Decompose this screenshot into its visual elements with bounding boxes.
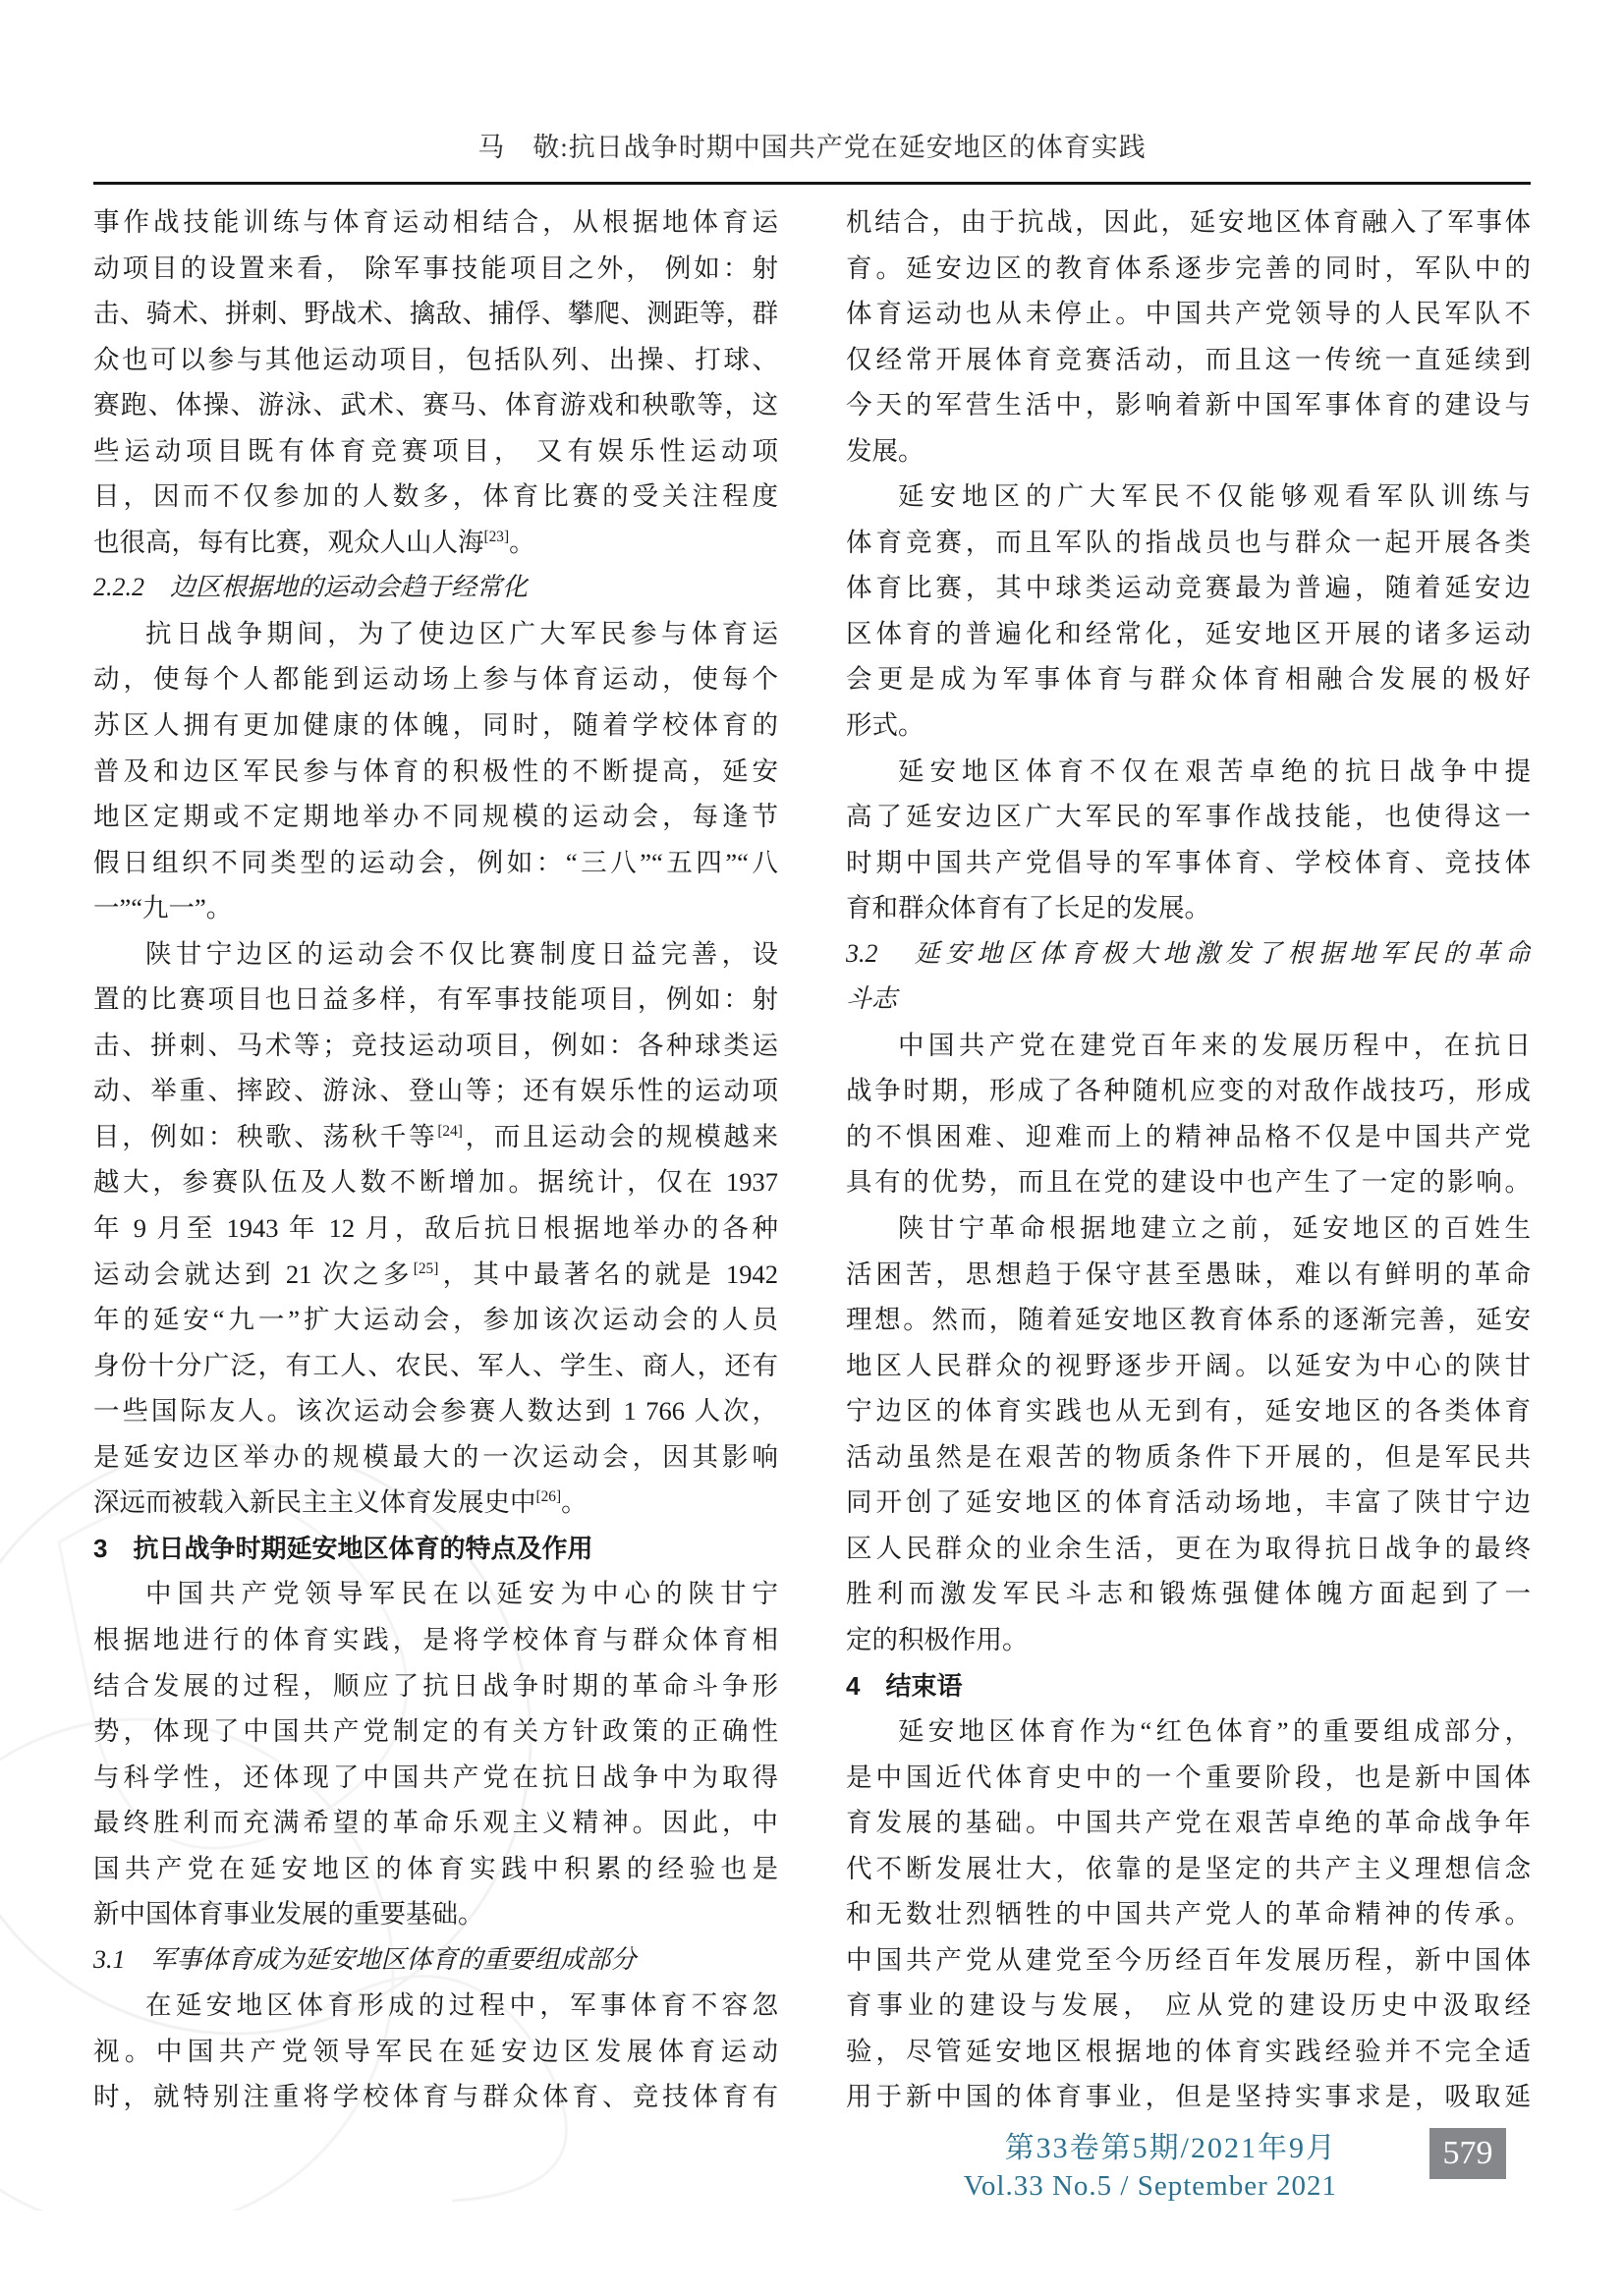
body-text-line: 区体育的普遍化和经常化，延安地区开展的诸多运动	[846, 618, 1531, 648]
reference-marker: [26]	[535, 1488, 562, 1506]
body-text-line: 机结合，由于抗战，因此，延安地区体育融入了军事体	[846, 207, 1531, 237]
body-text-line: 动、举重、摔跤、游泳、登山等；还有娱乐性的运动项	[93, 1076, 778, 1106]
body-text-line: 活动虽然是在艰苦的物质条件下开展的，但是军民共	[846, 1441, 1531, 1472]
body-text-line: 视。中国共产党领导军民在延安边区发展体育运动	[93, 2036, 778, 2066]
body-text-line: 击、拼刺、马术等；竞技运动项目，例如：各种球类运	[93, 1030, 778, 1060]
body-text-line: 育事业的建设与发展， 应从党的建设历史中汲取经	[846, 1990, 1531, 2021]
body-text-line: 延安地区体育作为“红色体育”的重要组成部分，	[898, 1716, 1531, 1747]
body-text-line: 置的比赛项目也日益多样，有军事技能项目，例如：射	[93, 984, 778, 1015]
header-divider	[93, 182, 1531, 185]
column-right	[846, 199, 1531, 2120]
body-text-line: 仅经常开展体育竞赛活动，而且这一传统一直延续到	[846, 344, 1531, 374]
body-text-line: 延安地区体育不仅在艰苦卓绝的抗日战争中提	[898, 756, 1531, 786]
body-text-line: 在延安地区体育形成的过程中，军事体育不容忽	[145, 1990, 778, 2021]
body-text-line: 和无数壮烈牺牲的中国共产党人的革命精神的传承。	[846, 1899, 1531, 1930]
body-text-line: 越大，参赛队伍及人数不断增加。据统计，仅在 1937	[93, 1167, 778, 1198]
body-text-line: 地区定期或不定期地举办不同规模的运动会，每逢节	[93, 802, 778, 832]
body-text-line: 育。延安边区的教育体系逐步完善的同时，军队中的	[846, 252, 1531, 283]
body-text-line: 今天的军营生活中，影响着新中国军事体育的建设与	[846, 390, 1531, 420]
reference-marker: [24]	[437, 1123, 463, 1141]
reference-marker: [25]	[413, 1259, 439, 1277]
body-text-line: 些运动项目既有体育竞赛项目， 又有娱乐性运动项	[93, 435, 778, 466]
section-heading-line: 4 结束语	[846, 1670, 963, 1701]
body-text-line: 动项目的设置来看， 除军事技能项目之外， 例如：射	[93, 252, 778, 283]
subsection-heading-line: 2.2.2 边区根据地的运动会趋于经常化	[93, 573, 529, 602]
body-text-line: 的不惧困难、迎难而上的精神品格不仅是中国共产党	[846, 1121, 1531, 1151]
body-text-line: 时，就特别注重将学校体育与群众体育、竞技体育有	[93, 2082, 778, 2112]
body-text-line: 根据地进行的体育实践，是将学校体育与群众体育相	[93, 1624, 778, 1654]
body-text-line: 中国共产党从建党至今历经百年发展历程，新中国体	[846, 1944, 1531, 1975]
body-text-line: 击、骑术、拼刺、野战术、擒敌、捕俘、攀爬、测距等，群	[93, 299, 778, 329]
body-text-line: 中国共产党在建党百年来的发展历程中，在抗日	[898, 1030, 1531, 1060]
body-text-line: 事作战技能训练与体育运动相结合，从根据地体育运	[93, 207, 778, 237]
body-text-line: 体育比赛，其中球类运动竞赛最为普遍，随着延安边	[846, 573, 1531, 603]
reference-marker: [23]	[483, 529, 510, 545]
body-text-line: 定的积极作用。	[846, 1624, 1029, 1654]
footer-issue-chinese: 第33卷第5期/2021年9月	[1004, 2132, 1337, 2164]
body-text-line: 陕甘宁革命根据地建立之前，延安地区的百姓生	[898, 1213, 1531, 1244]
body-text-line: 运动会就达到 21 次之多[25]，其中最著名的就是 1942	[93, 1259, 778, 1289]
body-text-line: 区人民群众的业余生活，更在为取得抗日战争的最终	[846, 1533, 1531, 1563]
running-head-title: 马 敬:抗日战争时期中国共产党在延安地区的体育实践	[477, 133, 1147, 162]
body-text-line: 宁边区的体育实践也从无到有，延安地区的各类体育	[846, 1396, 1531, 1427]
body-text-line: 发展。	[846, 435, 924, 466]
body-text-line: 胜利而激发军民斗志和锻炼强健体魄方面起到了一	[846, 1579, 1531, 1609]
body-text-line: 势，体现了中国共产党制定的有关方针政策的正确性	[93, 1716, 778, 1747]
column-left	[93, 199, 778, 2120]
body-text-line: 代不断发展壮大，依靠的是坚定的共产主义理想信念	[846, 1853, 1531, 1883]
body-text-line: 目，因而不仅参加的人数多，体育比赛的受关注程度	[93, 481, 778, 512]
body-text-line: 年的延安“九一”扩大运动会，参加该次运动会的人员	[93, 1305, 778, 1335]
body-text-line: 一些国际友人。该次运动会参赛人数达到 1 766 人次，	[93, 1396, 778, 1427]
body-text-line: 具有的优势，而且在党的建设中也产生了一定的影响。	[846, 1167, 1531, 1198]
body-text-line: 高了延安边区广大军民的军事作战技能，也使得这一	[846, 802, 1531, 832]
body-text-line: 战争时期，形成了各种随机应变的对敌作战技巧，形成	[846, 1076, 1531, 1106]
page-number-badge: 579	[1429, 2128, 1506, 2179]
body-text-line: 理想。然而，随着延安地区教育体系的逐渐完善，延安	[846, 1305, 1531, 1335]
body-text-line: 目，例如：秧歌、荡秋千等[24]，而且运动会的规模越来	[93, 1121, 778, 1151]
body-text-line: 是延安边区举办的规模最大的一次运动会，因其影响	[93, 1441, 778, 1472]
body-text-line: 苏区人拥有更加健康的体魄，同时，随着学校体育的	[93, 710, 778, 741]
section-heading-line: 3 抗日战争时期延安地区体育的特点及作用	[93, 1533, 593, 1563]
body-text-line: 验，尽管延安地区根据地的体育实践经验并不完全适	[846, 2036, 1531, 2066]
body-text-line: 深远而被载入新民主主义体育发展史中[26]。	[93, 1487, 588, 1518]
body-text-line: 会更是成为军事体育与群众体育相融合发展的极好	[846, 664, 1531, 695]
body-text-line: 国共产党在延安地区的体育实践中积累的经验也是	[93, 1853, 778, 1883]
body-text-line: 体育运动也从未停止。中国共产党领导的人民军队不	[846, 299, 1531, 329]
body-text-line: 与科学性，还体现了中国共产党在抗日战争中为取得	[93, 1762, 778, 1792]
body-text-line: 身份十分广泛，有工人、农民、军人、学生、商人，还有	[93, 1350, 778, 1380]
body-text-line: 活困苦，思想趋于保守甚至愚昧，难以有鲜明的革命	[846, 1259, 1531, 1289]
body-text-line: 新中国体育事业发展的重要基础。	[93, 1899, 484, 1930]
body-text-line: 假日组织不同类型的运动会，例如：“三八”“五四”“八	[93, 847, 778, 877]
subsection-heading-line: 斗志	[846, 984, 898, 1014]
body-text-line: 是中国近代体育史中的一个重要阶段，也是新中国体	[846, 1762, 1531, 1792]
body-text-line: 动，使每个人都能到运动场上参与体育运动，使每个	[93, 664, 778, 695]
body-text-line: 年 9 月至 1943 年 12 月，敌后抗日根据地举办的各种	[93, 1213, 778, 1244]
body-text-line: 结合发展的过程，顺应了抗日战争时期的革命斗争形	[93, 1670, 778, 1701]
body-text-line: 时期中国共产党倡导的军事体育、学校体育、竞技体	[846, 847, 1531, 877]
body-text-line: 延安地区的广大军民不仅能够观看军队训练与	[898, 481, 1531, 512]
footer-issue-english: Vol.33 No.5 / September 2021	[963, 2170, 1337, 2202]
body-text-line: 同开创了延安地区的体育活动场地，丰富了陕甘宁边	[846, 1487, 1531, 1518]
body-text-line: 一”“九一”。	[93, 893, 233, 924]
body-text-line: 育发展的基础。中国共产党在艰苦卓绝的革命战争年	[846, 1808, 1531, 1838]
body-text-line: 陕甘宁边区的运动会不仅比赛制度日益完善，设	[145, 938, 778, 969]
body-text-line: 育和群众体育有了长足的发展。	[846, 893, 1210, 924]
body-text-line: 形式。	[846, 710, 924, 741]
body-text-line: 体育竞赛，而且军队的指战员也与群众一起开展各类	[846, 527, 1531, 557]
body-text-line: 地区人民群众的视野逐步开阔。以延安为中心的陕甘	[846, 1350, 1531, 1380]
body-text-line: 中国共产党领导军民在以延安为中心的陕甘宁	[145, 1579, 778, 1609]
body-text-line: 也很高，每有比赛，观众人山人海[23]。	[93, 527, 535, 557]
article-body	[93, 199, 1531, 2120]
subsection-heading-line: 3.1 军事体育成为延安地区体育的重要组成部分	[93, 1944, 637, 1974]
body-text-line: 普及和边区军民参与体育的积极性的不断提高，延安	[93, 756, 778, 786]
body-text-line: 抗日战争期间，为了使边区广大军民参与体育运	[145, 618, 778, 648]
subsection-heading-line: 3.2 延安地区体育极大地激发了根据地军民的革命	[846, 938, 1531, 968]
body-text-line: 赛跑、体操、游泳、武术、赛马、体育游戏和秧歌等，这	[93, 390, 778, 420]
body-text-line: 众也可以参与其他运动项目，包括队列、出操、打球、	[93, 344, 778, 374]
body-text-line: 用于新中国的体育事业，但是坚持实事求是，吸取延	[846, 2082, 1531, 2112]
body-text-line: 最终胜利而充满希望的革命乐观主义精神。因此，中	[93, 1808, 778, 1838]
footer-issue-info	[964, 2130, 1337, 2205]
